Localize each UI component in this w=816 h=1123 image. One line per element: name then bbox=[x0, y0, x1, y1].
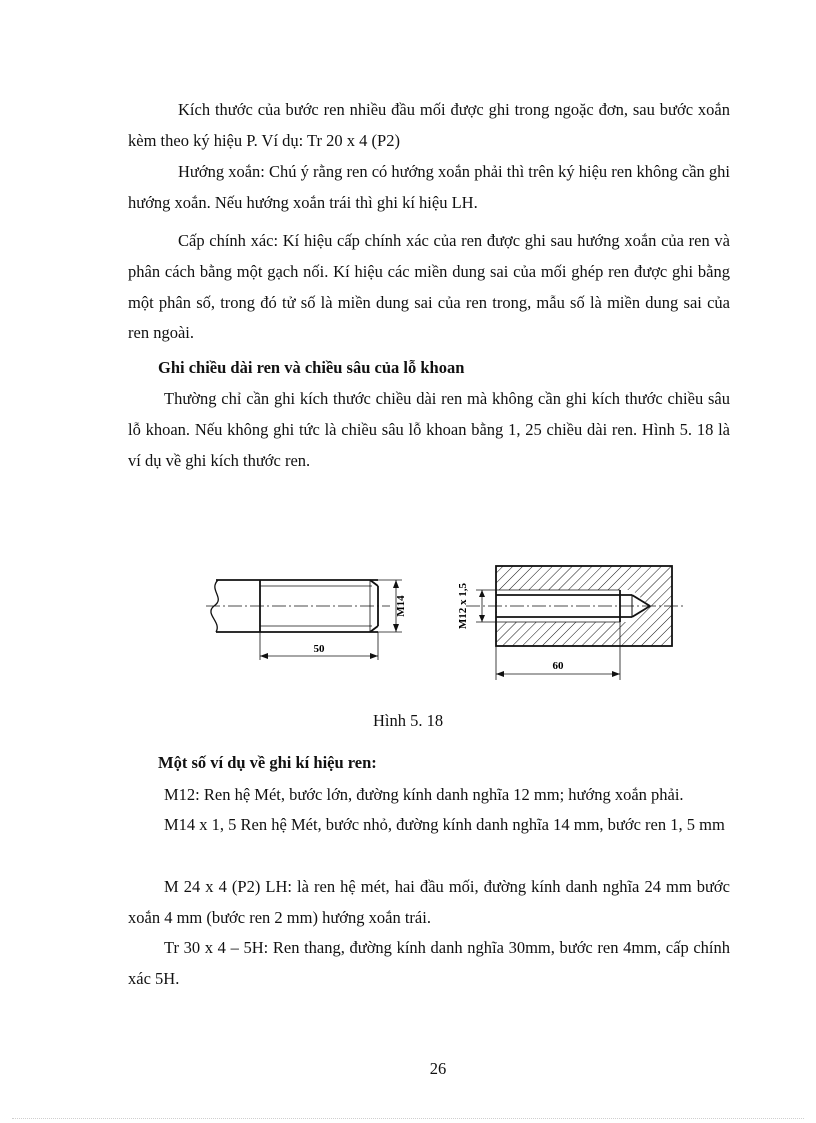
heading-thread-length: Ghi chiều dài ren và chiều sâu của lỗ khoan bbox=[158, 358, 465, 377]
figure-caption: Hình 5. 18 bbox=[372, 711, 444, 730]
paragraph-example-m12: M12: Ren hệ Mét, bước lớn, đường kính danh nghĩa 12 mm; hướng xoắn phải. bbox=[164, 785, 684, 804]
paragraph-multi-start-pitch: Kích thước của bước ren nhiều đầu mối được ghi trong ngoặc đơn, sau bước xoắn kèm theo ký hiệu P. Ví dụ: Tr 20 x 4 (P2) bbox=[128, 100, 730, 150]
paragraph-example-m14: M14 x 1, 5 Ren hệ Mét, bước nhỏ, đường kính danh nghĩa 14 mm, bước ren 1, 5 mm bbox=[164, 815, 725, 834]
right-diameter-label: M12 x 1,5 bbox=[457, 582, 469, 630]
heading-examples: Một số ví dụ về ghi kí hiệu ren: bbox=[158, 753, 377, 772]
figure-thread-dimensioning bbox=[200, 562, 690, 682]
left-diameter-label: M14 bbox=[395, 595, 407, 617]
paragraph-thread-length: Thường chỉ cần ghi kích thước chiều dài ren mà không cần ghi kích thước chiều sâu lỗ khoan. Nếu không ghi tức là chiều sâu lỗ khoan bằng 1, 25 chiều dài ren. Hình 5. 18 là ví dụ về ghi kích thước ren. bbox=[128, 389, 730, 470]
paragraph-accuracy-grade: Cấp chính xác: Kí hiệu cấp chính xác của ren được ghi sau hướng xoắn của ren và phân cách bằng một gạch nối. Kí hiệu các miền dung sai của mối ghép ren được ghi bằng một phân số, trong đó tử số là miền dung sai của ren trong, mẫu số là miền dung sai của ren ngoài. bbox=[128, 231, 730, 343]
paragraph-example-m24: M 24 x 4 (P2) LH: là ren hệ mét, hai đầu mối, đường kính danh nghĩa 24 mm bước xoắn 4 mm (bước ren 2 mm) hướng xoắn trái. bbox=[128, 877, 730, 927]
left-length-label: 50 bbox=[313, 643, 325, 655]
page-border bbox=[12, 1118, 804, 1119]
figure-drawing bbox=[200, 562, 690, 682]
paragraph-helix-direction: Hướng xoắn: Chú ý rằng ren có hướng xoắn phải thì trên ký hiệu ren không cần ghi hướng xoắn. Nếu hướng xoắn trái thì ghi kí hiệu LH. bbox=[128, 162, 730, 212]
right-length-label: 60 bbox=[552, 660, 564, 672]
external-thread-view bbox=[206, 580, 407, 660]
internal-thread-section bbox=[457, 566, 686, 680]
page-number: 26 bbox=[429, 1059, 447, 1078]
paragraph-example-tr30: Tr 30 x 4 – 5H: Ren thang, đường kính danh nghĩa 30mm, bước ren 4mm, cấp chính xác 5H. bbox=[128, 938, 730, 988]
